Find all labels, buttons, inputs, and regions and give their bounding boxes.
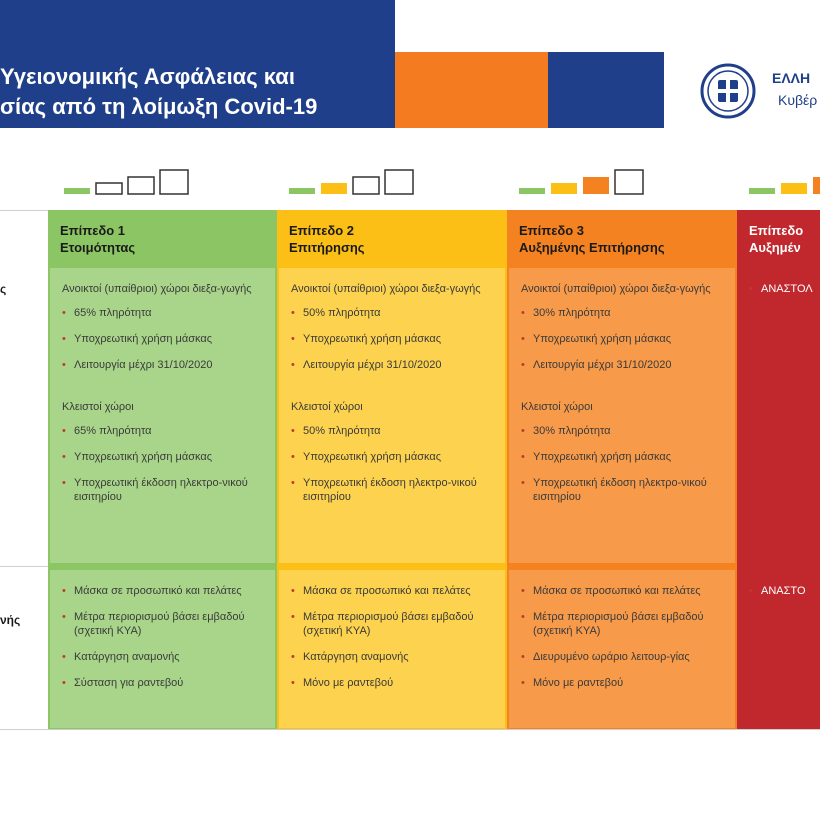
level-4-services-cell (737, 572, 820, 610)
level-3-header (507, 210, 737, 256)
level-3-events-cell (509, 270, 735, 516)
list-item: • ΑΝΑΣΤΟ (749, 584, 810, 598)
government-subtitle: Κυβέρ (778, 92, 818, 108)
list-item: • Υποχρεωτική έκδοση ηλεκτρο-νικού εισιτηρίου (62, 476, 265, 504)
title-line-1: Υγειονομικής Ασφάλειας και (0, 64, 295, 89)
level-4-indicator-icon (749, 166, 820, 196)
level-1-header (48, 210, 277, 256)
list-item: • Υποχρεωτική χρήση μάσκας (521, 332, 725, 346)
level-1-title: Επίπεδο 1 (60, 223, 126, 238)
table-bottom-border (0, 729, 820, 730)
row-label-events: ς (0, 282, 7, 296)
list-item: • 30% πληρότητα (521, 306, 725, 320)
list-item: • Υποχρεωτική έκδοση ηλεκτρο-νικού εισιτηρίου (291, 476, 495, 504)
government-name: ΕΛΛΗ (772, 70, 811, 86)
document-title (0, 62, 317, 122)
list-item: • Λειτουργία μέχρι 31/10/2020 (521, 358, 725, 372)
level-4-subtitle: Αυξημέν (749, 240, 801, 255)
level-1-services-cell (50, 572, 275, 702)
level-2-header (277, 210, 507, 256)
level-1-indicator-icon (64, 166, 194, 196)
list-item: • Λειτουργία μέχρι 31/10/2020 (291, 358, 495, 372)
indoor-title: Κλειστοί χώροι (62, 401, 134, 413)
list-item: • Μάσκα σε προσωπικό και πελάτες (291, 584, 495, 598)
list-item: • Υποχρεωτική χρήση μάσκας (62, 450, 265, 464)
level-3-indicator-icon (519, 166, 649, 196)
list-item: • Λειτουργία μέχρι 31/10/2020 (62, 358, 265, 372)
outdoor-title: Ανοικτοί (υπαίθριοι) χώροι διεξα-γωγής (521, 283, 711, 295)
list-item: • Υποχρεωτική έκδοση ηλεκτρο-νικού εισιτηρίου (521, 476, 725, 504)
table-label-column (0, 210, 48, 731)
indoor-title: Κλειστοί χώροι (291, 401, 363, 413)
list-item: • 50% πληρότητα (291, 306, 495, 320)
list-item: • Διευρυμένο ωράριο λειτουρ-γίας (521, 650, 725, 664)
list-item: • Μέτρα περιορισμού βάσει εμβαδού (σχετική ΚΥΑ) (521, 610, 725, 638)
list-item: • Μέτρα περιορισμού βάσει εμβαδού (σχετική ΚΥΑ) (62, 610, 265, 638)
level-1-subtitle: Ετοιμότητας (60, 240, 136, 255)
list-item: • Μάσκα σε προσωπικό και πελάτες (521, 584, 725, 598)
header-orange-block (395, 52, 548, 128)
list-item: • Σύσταση για ραντεβού (62, 676, 265, 690)
list-item: • 65% πληρότητα (62, 424, 265, 438)
outdoor-title: Ανοικτοί (υπαίθριοι) χώροι διεξα-γωγής (62, 283, 252, 295)
level-1-events-cell (50, 270, 275, 516)
level-2-events-cell (279, 270, 505, 516)
indoor-title: Κλειστοί χώροι (521, 401, 593, 413)
greek-emblem-icon (700, 63, 756, 119)
level-4-header (737, 210, 820, 256)
list-item: • 30% πληρότητα (521, 424, 725, 438)
outdoor-title: Ανοικτοί (υπαίθριοι) χώροι διεξα-γωγής (291, 283, 481, 295)
level-4-title: Επίπεδο (749, 223, 804, 238)
list-item: • Υποχρεωτική χρήση μάσκας (521, 450, 725, 464)
list-item: • Υποχρεωτική χρήση μάσκας (62, 332, 265, 346)
list-item: • Υποχρεωτική χρήση μάσκας (291, 332, 495, 346)
list-item: • Υποχρεωτική χρήση μάσκας (291, 450, 495, 464)
level-3-subtitle: Αυξημένης Επιτήρησης (519, 240, 665, 255)
list-item: • Μέτρα περιορισμού βάσει εμβαδού (σχετική ΚΥΑ) (291, 610, 495, 638)
level-3-services-cell (509, 572, 735, 702)
list-item: • 50% πληρότητα (291, 424, 495, 438)
level-2-indicator-icon (289, 166, 419, 196)
row-divider (0, 566, 48, 567)
list-item: • 65% πληρότητα (62, 306, 265, 320)
list-item: • Μόνο με ραντεβού (521, 676, 725, 690)
level-2-title: Επίπεδο 2 (289, 223, 355, 238)
row-label-services: νής (0, 613, 21, 627)
level-2-subtitle: Επιτήρησης (289, 240, 365, 255)
level-4-events-cell (737, 270, 820, 308)
level-2-services-cell (279, 572, 505, 702)
level-3-title: Επίπεδο 3 (519, 223, 585, 238)
list-item: • Κατάργηση αναμονής (62, 650, 265, 664)
list-item: • Μόνο με ραντεβού (291, 676, 495, 690)
list-item: • ΑΝΑΣΤΟΛ (749, 282, 810, 296)
list-item: • Μάσκα σε προσωπικό και πελάτες (62, 584, 265, 598)
list-item: • Κατάργηση αναμονής (291, 650, 495, 664)
title-line-2: σίας από τη λοίμωξη Covid-19 (0, 94, 318, 119)
header-navy-block (548, 52, 664, 128)
